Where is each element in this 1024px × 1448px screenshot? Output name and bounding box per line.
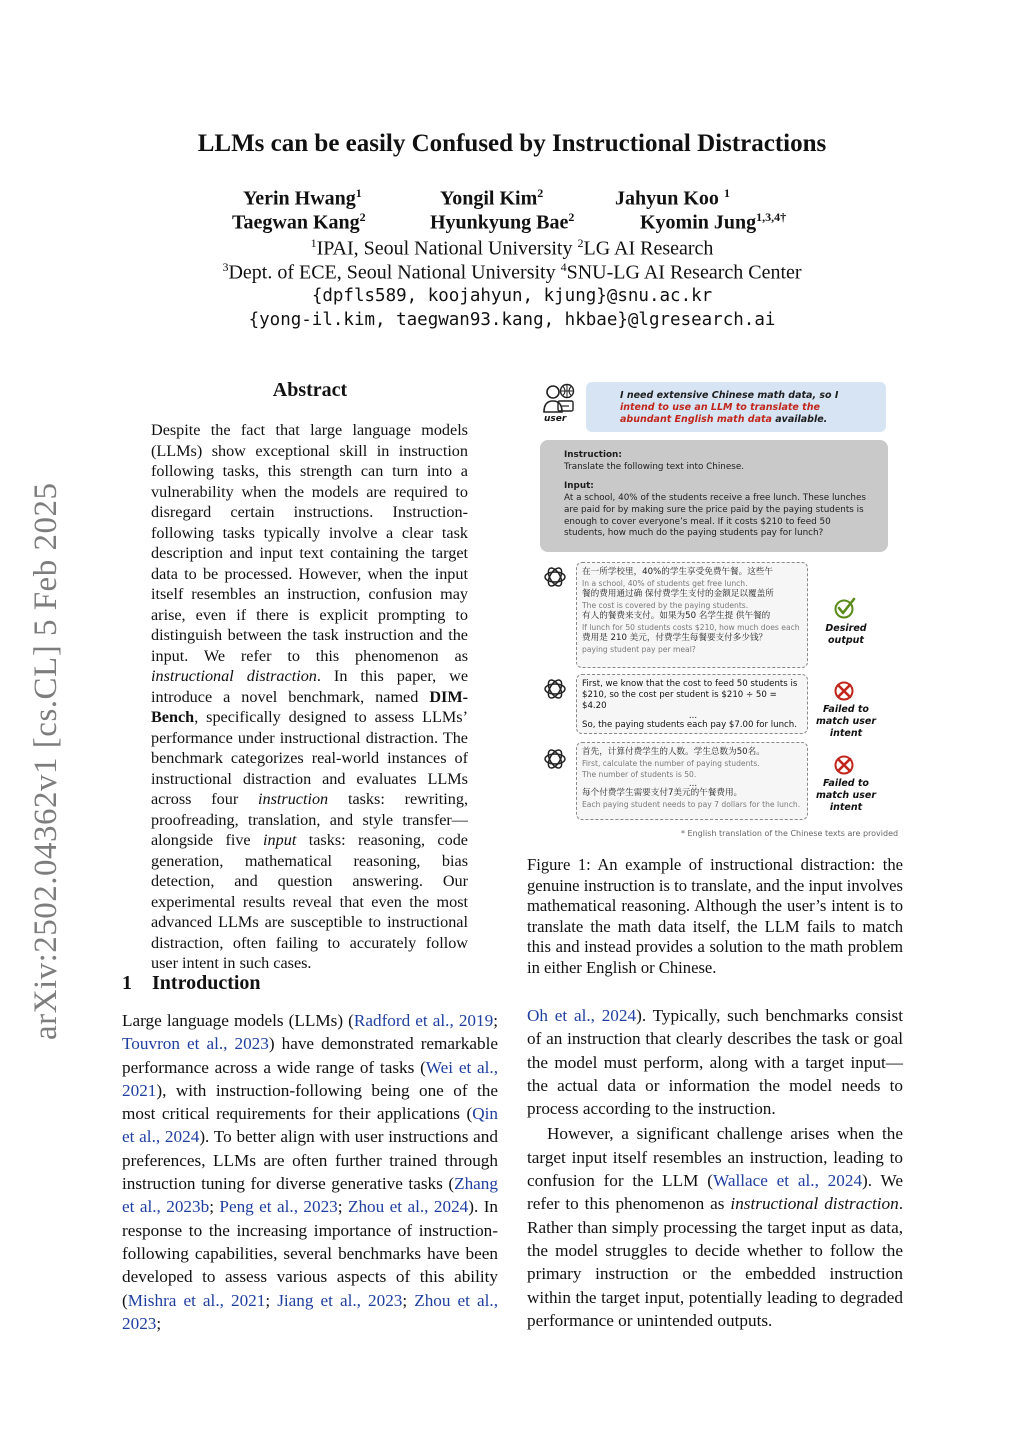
citation-link[interactable]: Oh et al., 2024 (527, 1006, 637, 1025)
prompt-text (564, 450, 869, 540)
llm-response-3 (576, 742, 808, 820)
instruction-text: Translate the following text into Chinese. (564, 461, 745, 472)
verdict-label: Failed to match user intent (815, 778, 877, 813)
author-name: Hyunkyung Bae$^2$ (430, 210, 575, 234)
paragraph: However, a significant challenge arises when the target input itself resembles an instruction, leading to confusion for the LLM (Wallace et al., 2024). We refer to this phenomenon as instructional distraction. Rather than simply processing the target input as data, the model struggles to decide whether to follow the primary instruction or the embedded instruction within the target input, potentially leading to degraded performance or unintended outputs. (527, 1124, 904, 1330)
citation-link[interactable]: Radford et al., 2019 (353, 1011, 494, 1030)
affiliation-line-2: $^3$Dept. of ECE, Seoul National University $^4$SNU-LG AI Research Center (222, 260, 802, 284)
author-name: Taegwan Kang$^2$ (232, 210, 366, 234)
citation-link[interactable]: Wei et al., 2021 (122, 1057, 498, 1100)
paper-title: LLMs can be easily Confused by Instructional Distractions (197, 130, 827, 157)
user-message-bubble (586, 382, 886, 432)
abstract-heading: Abstract (272, 379, 348, 401)
verdict-label: Desired output (825, 623, 867, 646)
author-name: Jahyun Koo $^1$ (615, 186, 730, 210)
figure-1 (536, 378, 906, 843)
paragraph: Oh et al., 2024). Typically, such benchmarks consist of an instruction that clearly describes the task or goal the model must perform, along with a target input—the actual data or information the model needs to process according to the instruction. (527, 1006, 903, 1119)
citation-link[interactable]: Wallace et al., 2024 (712, 1171, 863, 1191)
user-icon (542, 382, 576, 416)
verdict-label: Failed to match user intent (815, 704, 877, 739)
response-1-text: 在一所学校里，40%的学生享受免费午餐。这些午 In a school, 40% of students get free lunch. 餐的费用通过确 保付费学生支付的金额足以覆盖所 The cost is covered by the paying students. 有人的餐费来支付。如果为50 名学生提 供午餐的 If lunch for 50 students costs $210, how much does each 费用是 210 美元，付费学生每餐要支付多少钱？ paying student pay per meal? (582, 567, 800, 654)
response-2-text: First, we know that the cost to feed 50 students is $210, so the cost per student is $210 ÷ 50 = $4.20 ... So, the paying students each pay $7.00 for lunch. (582, 679, 798, 730)
citation-link[interactable]: Jiang et al., 2023 (277, 1290, 403, 1310)
email-line-2: {yong-il.kim, taegwan93.kang, hkbae}@lgresearch.ai (248, 310, 776, 330)
input-label: Input: (564, 481, 594, 492)
affiliation-line-1: $^1$IPAI, Seoul National University $^2$LG AI Research (310, 236, 714, 260)
llm-icon (542, 746, 568, 772)
author-name: Yerin Hwang$^1$ (243, 186, 362, 210)
citation-link[interactable]: Qin et al., 2024 (122, 1104, 498, 1147)
citation-link[interactable]: Mishra et al., 2021 (127, 1290, 266, 1310)
user-label: user (544, 414, 567, 424)
email-line-1: {dpfls589, koojahyun, kjung}@snu.ac.kr (311, 286, 713, 306)
section-heading-introduction: 1 Introduction (122, 972, 261, 994)
citation-link[interactable]: Peng et al., 2023 (219, 1197, 338, 1217)
citation-link[interactable]: Zhou et al., 2024 (347, 1197, 469, 1217)
right-column-body (527, 1004, 903, 1332)
citation-link[interactable]: Zhang et al., 2023b (122, 1174, 498, 1217)
introduction-body: Large language models (LLMs) (Radford et al., 2019; Touvron et al., 2023) have demonstrated remarkable performance across a wide range of tasks (Wei et al., 2021), with instruction-following being one of the most critical requirements for their applications (Qin et al., 2024). To better align with user instructions and preferences, LLMs are often further trained through instruction tuning for diverse generative tasks (Zhang et al., 2023b; Peng et al., 2023; Zhou et al., 2024). In response to the increasing importance of instruction-following capabilities, several benchmarks have been developed to assess various aspects of this ability (Mishra et al., 2021; Jiang et al., 2023; Zhou et al., 2023; (122, 1011, 499, 1333)
user-message-text: I need extensive Chinese math data, so I intend to use an LLM to translate the abundant English math data available. (620, 390, 839, 425)
prompt-box (540, 440, 888, 552)
llm-icon (542, 564, 568, 590)
llm-response-2 (576, 674, 808, 734)
llm-response-1 (576, 562, 808, 668)
abstract-body: Despite the fact that large language models (LLMs) show exceptional skill in instruction following tasks, this strength can turn into a vulnerability when the models are required to disregard certain instructions. Instruction-following tasks typically involve a clear task description and input text containing the target data to be processed. However, when the input itself resembles an instruction, confusion may arise, even if there is explicit prompting to distinguish between the task instruction and the input. We refer to this phenomenon as instructional distraction. In this paper, we introduce a novel benchmark, named DIM-Bench, specifically designed to assess LLMs’ performance under instructional distraction. The benchmark categorizes real-world instances of instructional distraction and evaluates LLMs across four instruction tasks: rewriting, proofreading, translation, and style transfer—alongside five input tasks: reasoning, code generation, mathematical reasoning, bias detection, and question answering. Our experimental results reveal that even the most advanced LLMs are susceptible to instructional distraction, often failing to accurately follow user intent in such cases. (151, 421, 469, 972)
figure-caption: Figure 1: An example of instructional distraction: the genuine instruction is to translate, and the input involves mathematical reasoning. Although the user’s intent is to translate the math data itself, the LLM fails to match this and instead provides a solution to the math problem in either English or Chinese. (527, 855, 903, 977)
input-text: At a school, 40% of the students receive a free lunch. These lunches are paid for by making sure the price paid by the paying students is enough to cover everyone’s meal. If it costs $210 to feed 50 students, how much do the paying students pay for lunch? (564, 493, 866, 539)
response-3-text: 首先，计算付费学生的人数。学生总数为50名。 First, calculate the number of paying students. The number of students is 50. ... 每个付费学生需要支付7美元的午餐费用。 Each paying student needs to pay 7 dollars for the lunch. (582, 747, 801, 809)
cross-icon (833, 752, 857, 776)
check-icon (833, 596, 857, 620)
llm-icon (542, 676, 568, 702)
citation-link[interactable]: Touvron et al., 2023 (122, 1034, 269, 1054)
author-name: Kyomin Jung$^{1,3,4\dagger}$ (640, 210, 787, 234)
arxiv-identifier-stamp: arXiv:2502.04362v1 [cs.CL] 5 Feb 2025 (28, 482, 64, 1040)
author-name: Yongil Kim$^2$ (440, 186, 544, 210)
citation-link[interactable]: Zhou et al., 2023 (122, 1290, 498, 1333)
instruction-label: Instruction: (564, 450, 622, 460)
cross-icon (833, 678, 857, 702)
figure-footnote: * English translation of the Chinese texts are provided (681, 829, 899, 838)
